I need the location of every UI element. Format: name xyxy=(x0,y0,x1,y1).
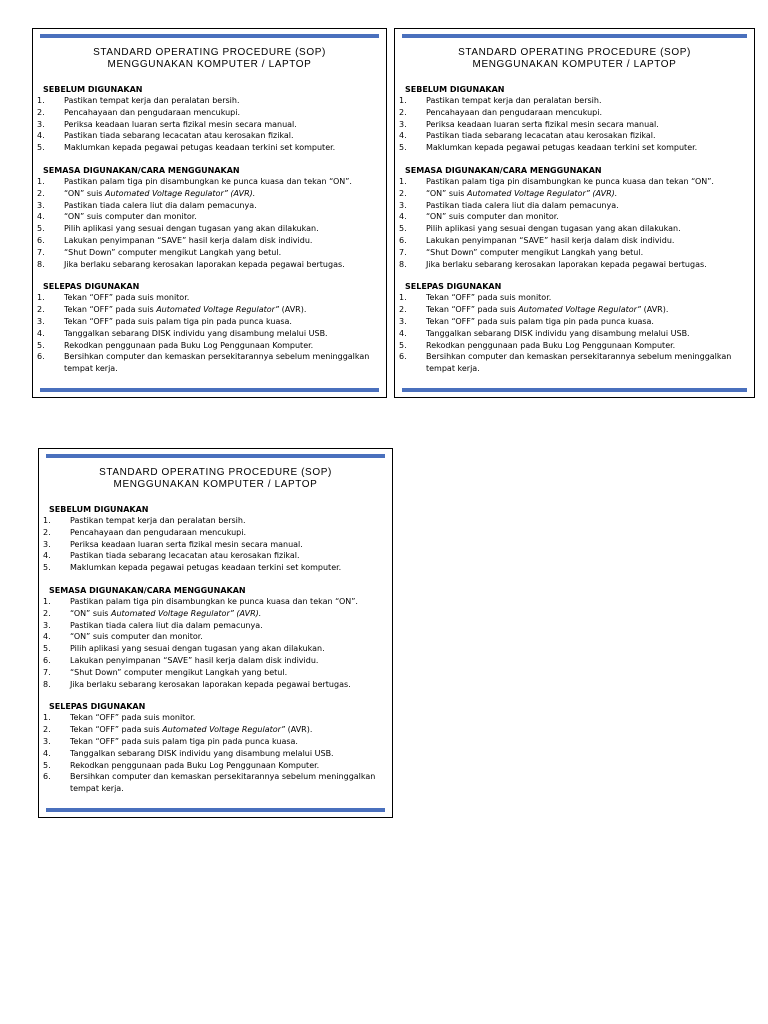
list-item xyxy=(37,188,380,200)
list-item xyxy=(37,316,380,328)
item-number: 3. xyxy=(399,119,407,129)
list-item xyxy=(43,539,386,551)
item-number: 2. xyxy=(399,107,407,117)
item-number: 4. xyxy=(37,328,45,338)
item-number: 4. xyxy=(399,212,407,222)
item-number: 6. xyxy=(43,655,51,665)
item-number: 2. xyxy=(37,305,45,315)
list-item xyxy=(43,712,386,724)
list-item xyxy=(43,748,386,760)
item-number: 5. xyxy=(399,224,407,234)
list-item xyxy=(399,119,748,131)
item-number: 5. xyxy=(399,340,407,350)
list-item xyxy=(399,223,748,235)
item-number: 2. xyxy=(43,527,51,537)
list-item xyxy=(37,95,380,107)
section-heading-semasa: SEMASA DIGUNAKAN/CARA MENGGUNAKAN xyxy=(49,585,246,595)
item-number: 6. xyxy=(399,352,407,362)
item-text: “Shut Down” computer mengikut Langkah yang betul. xyxy=(426,247,644,257)
item-number: 5. xyxy=(37,143,45,153)
item-number: 4. xyxy=(37,131,45,141)
blue-rule-bottom xyxy=(46,808,385,812)
item-text: “ON” suis Automated Voltage Regulator” (AVR). xyxy=(64,188,256,198)
item-text: Pilih aplikasi yang sesuai dengan tugasan yang akan dilakukan. xyxy=(426,224,681,234)
item-number: 5. xyxy=(43,644,51,654)
item-number: 4. xyxy=(37,212,45,222)
section-list-selepas xyxy=(399,292,748,375)
item-number: 7. xyxy=(43,667,51,677)
item-text: Tekan “OFF” pada suis Automated Voltage Regulator” (AVR). xyxy=(64,305,307,315)
list-item xyxy=(43,667,386,679)
sop-title-line2: MENGGUNAKAN KOMPUTER / LAPTOP xyxy=(472,59,677,70)
sop-title-line1: STANDARD OPERATING PROCEDURE (SOP) xyxy=(93,47,326,58)
item-number: 2. xyxy=(43,608,51,618)
item-number: 8. xyxy=(43,679,51,689)
item-text: Bersihkan computer dan kemaskan persekitarannya sebelum meninggalkan tempat kerja. xyxy=(426,352,732,374)
list-item xyxy=(43,655,386,667)
list-item xyxy=(43,736,386,748)
section-heading-sebelum: SEBELUM DIGUNAKAN xyxy=(405,85,505,94)
item-number: 5. xyxy=(37,224,45,234)
item-text: Pastikan tiada sebarang lecacatan atau kerosakan fizikal. xyxy=(64,131,294,141)
item-text: Pencahayaan dan pengudaraan mencukupi. xyxy=(426,107,603,117)
list-item xyxy=(43,771,386,795)
item-text: Pastikan tiada sebarang lecacatan atau kerosakan fizikal. xyxy=(426,131,656,141)
list-item xyxy=(37,340,380,352)
sop-title-line1: STANDARD OPERATING PROCEDURE (SOP) xyxy=(458,47,691,58)
list-item xyxy=(399,351,748,375)
section-list-sebelum xyxy=(37,95,380,154)
list-item xyxy=(37,247,380,259)
item-text: Jika berlaku sebarang kerosakan laporakan kepada pegawai bertugas. xyxy=(426,259,707,269)
item-number: 1. xyxy=(399,176,407,186)
item-text: Maklumkan kepada pegawai petugas keadaan terkini set komputer. xyxy=(70,563,342,573)
list-item xyxy=(37,130,380,142)
item-text: Lakukan penyimpanan “SAVE” hasil kerja dalam disk individu. xyxy=(70,655,319,665)
item-text: “Shut Down” computer mengikut Langkah yang betul. xyxy=(64,247,282,257)
section-list-selepas xyxy=(43,712,386,795)
item-number: 5. xyxy=(43,760,51,770)
item-text: Pastikan tiada calera liut dia dalam pemacunya. xyxy=(70,620,263,630)
list-item xyxy=(399,142,748,154)
item-number: 6. xyxy=(37,352,45,362)
list-item xyxy=(37,351,380,375)
item-text: Bersihkan computer dan kemaskan persekitarannya sebelum meninggalkan tempat kerja. xyxy=(70,772,376,794)
item-number: 2. xyxy=(399,305,407,315)
item-text: “ON” suis computer dan monitor. xyxy=(70,632,203,642)
list-item xyxy=(43,679,386,691)
item-text: Pastikan palam tiga pin disambungkan ke punca kuasa dan tekan “ON”. xyxy=(64,176,352,186)
item-number: 3. xyxy=(37,119,45,129)
item-number: 1. xyxy=(43,516,51,525)
item-number: 7. xyxy=(399,247,407,257)
item-text: Rekodkan penggunaan pada Buku Log Penggunaan Komputer. xyxy=(426,340,676,350)
sop-card-3 xyxy=(38,448,393,818)
list-item xyxy=(43,620,386,632)
list-item xyxy=(37,107,380,119)
sop-title-line2: MENGGUNAKAN KOMPUTER / LAPTOP xyxy=(113,479,318,490)
item-text: Tekan “OFF” pada suis Automated Voltage Regulator” (AVR). xyxy=(426,305,669,315)
list-item xyxy=(43,596,386,608)
list-item xyxy=(43,515,386,527)
list-item xyxy=(399,95,748,107)
item-text: Pencahayaan dan pengudaraan mencukupi. xyxy=(64,107,241,117)
list-item xyxy=(37,211,380,223)
item-text: Tekan “OFF” pada suis Automated Voltage Regulator” (AVR). xyxy=(70,725,313,735)
item-text: Tekan “OFF” pada suis palam tiga pin pada punca kuasa. xyxy=(70,736,298,746)
list-item xyxy=(399,316,748,328)
list-item xyxy=(43,643,386,655)
item-text: Jika berlaku sebarang kerosakan laporakan kepada pegawai bertugas. xyxy=(64,259,345,269)
item-number: 5. xyxy=(399,143,407,153)
item-text: Tekan “OFF” pada suis monitor. xyxy=(64,293,190,303)
sop-content xyxy=(399,84,748,386)
section-heading-selepas: SELEPAS DIGUNAKAN xyxy=(49,702,146,712)
item-text: Pilih aplikasi yang sesuai dengan tugasan yang akan dilakukan. xyxy=(64,224,319,234)
list-item xyxy=(399,200,748,212)
item-text: Pastikan tempat kerja dan peralatan bersih. xyxy=(64,96,240,105)
section-list-sebelum xyxy=(399,95,748,154)
item-number: 8. xyxy=(399,259,407,269)
item-number: 7. xyxy=(37,247,45,257)
sop-card-1 xyxy=(32,28,387,398)
item-number: 3. xyxy=(43,736,51,746)
blue-rule-top xyxy=(46,454,385,458)
item-number: 2. xyxy=(43,725,51,735)
item-number: 2. xyxy=(37,188,45,198)
section-list-semasa xyxy=(399,176,748,270)
item-text: Tekan “OFF” pada suis palam tiga pin pada punca kuasa. xyxy=(64,316,292,326)
item-text: Lakukan penyimpanan “SAVE” hasil kerja dalam disk individu. xyxy=(426,235,675,245)
section-list-sebelum xyxy=(43,515,386,574)
section-list-selepas xyxy=(37,292,380,375)
item-text: Tekan “OFF” pada suis palam tiga pin pada punca kuasa. xyxy=(426,316,654,326)
item-text: Tekan “OFF” pada suis monitor. xyxy=(426,293,552,303)
item-number: 4. xyxy=(43,551,51,561)
list-item xyxy=(399,328,748,340)
sop-card-2 xyxy=(394,28,755,398)
list-item xyxy=(37,304,380,316)
item-number: 1. xyxy=(43,713,51,723)
item-text: “ON” suis Automated Voltage Regulator” (AVR). xyxy=(426,188,618,198)
item-number: 1. xyxy=(399,293,407,303)
sop-content xyxy=(37,84,380,386)
item-number: 3. xyxy=(399,200,407,210)
item-number: 4. xyxy=(399,131,407,141)
item-number: 1. xyxy=(37,176,45,186)
item-number: 1. xyxy=(37,293,45,303)
item-number: 8. xyxy=(37,259,45,269)
list-item xyxy=(43,527,386,539)
list-item xyxy=(399,259,748,271)
sop-content xyxy=(43,504,386,806)
section-heading-semasa: SEMASA DIGUNAKAN/CARA MENGGUNAKAN xyxy=(43,165,240,175)
blue-rule-bottom xyxy=(402,388,747,392)
list-item xyxy=(399,107,748,119)
list-item xyxy=(37,292,380,304)
item-text: Periksa keadaan luaran serta fizikal mesin secara manual. xyxy=(426,119,659,129)
list-item xyxy=(37,142,380,154)
list-item xyxy=(399,176,748,188)
list-item xyxy=(43,562,386,574)
section-heading-selepas: SELEPAS DIGUNAKAN xyxy=(43,282,140,292)
item-text: Lakukan penyimpanan “SAVE” hasil kerja dalam disk individu. xyxy=(64,235,313,245)
item-number: 5. xyxy=(43,563,51,573)
item-number: 3. xyxy=(43,620,51,630)
list-item xyxy=(399,247,748,259)
sop-title-line1: STANDARD OPERATING PROCEDURE (SOP) xyxy=(99,467,332,478)
blue-rule-top xyxy=(402,34,747,38)
item-text: “ON” suis Automated Voltage Regulator” (AVR). xyxy=(70,608,262,618)
item-text: Rekodkan penggunaan pada Buku Log Penggunaan Komputer. xyxy=(64,340,314,350)
list-item xyxy=(399,340,748,352)
list-item xyxy=(37,328,380,340)
item-number: 3. xyxy=(37,316,45,326)
item-text: Tanggalkan sebarang DISK individu yang disambung melalui USB. xyxy=(426,328,690,338)
item-text: Maklumkan kepada pegawai petugas keadaan terkini set komputer. xyxy=(426,143,698,153)
item-number: 4. xyxy=(43,748,51,758)
item-text: “ON” suis computer dan monitor. xyxy=(64,212,197,222)
sop-title-line2: MENGGUNAKAN KOMPUTER / LAPTOP xyxy=(107,59,312,70)
list-item xyxy=(399,188,748,200)
list-item xyxy=(43,608,386,620)
list-item xyxy=(43,631,386,643)
item-number: 3. xyxy=(43,539,51,549)
item-text: Pastikan tempat kerja dan peralatan bersih. xyxy=(70,516,246,525)
section-heading-sebelum: SEBELUM DIGUNAKAN xyxy=(49,505,149,514)
list-item xyxy=(399,235,748,247)
item-text: Pastikan palam tiga pin disambungkan ke punca kuasa dan tekan “ON”. xyxy=(70,596,358,606)
blue-rule-top xyxy=(40,34,379,38)
item-text: Pastikan palam tiga pin disambungkan ke punca kuasa dan tekan “ON”. xyxy=(426,176,714,186)
list-item xyxy=(37,259,380,271)
item-number: 2. xyxy=(37,107,45,117)
list-item xyxy=(399,304,748,316)
section-list-semasa xyxy=(37,176,380,270)
list-item xyxy=(37,119,380,131)
item-text: Periksa keadaan luaran serta fizikal mesin secara manual. xyxy=(70,539,303,549)
item-text: Rekodkan penggunaan pada Buku Log Penggunaan Komputer. xyxy=(70,760,320,770)
item-number: 1. xyxy=(37,96,45,105)
item-number: 6. xyxy=(399,235,407,245)
item-text: Bersihkan computer dan kemaskan persekitarannya sebelum meninggalkan tempat kerja. xyxy=(64,352,370,374)
list-item xyxy=(37,176,380,188)
item-text: Pastikan tempat kerja dan peralatan bersih. xyxy=(426,96,602,105)
item-number: 2. xyxy=(399,188,407,198)
item-text: Maklumkan kepada pegawai petugas keadaan terkini set komputer. xyxy=(64,143,336,153)
item-number: 6. xyxy=(43,772,51,782)
item-text: Pencahayaan dan pengudaraan mencukupi. xyxy=(70,527,247,537)
list-item xyxy=(37,235,380,247)
item-number: 6. xyxy=(37,235,45,245)
item-text: Pilih aplikasi yang sesuai dengan tugasan yang akan dilakukan. xyxy=(70,644,325,654)
list-item xyxy=(43,760,386,772)
section-heading-sebelum: SEBELUM DIGUNAKAN xyxy=(43,85,143,94)
item-text: Periksa keadaan luaran serta fizikal mesin secara manual. xyxy=(64,119,297,129)
section-heading-semasa: SEMASA DIGUNAKAN/CARA MENGGUNAKAN xyxy=(405,165,602,175)
section-heading-selepas: SELEPAS DIGUNAKAN xyxy=(405,282,502,292)
item-text: “Shut Down” computer mengikut Langkah yang betul. xyxy=(70,667,288,677)
list-item xyxy=(43,550,386,562)
list-item xyxy=(399,211,748,223)
item-number: 3. xyxy=(399,316,407,326)
item-number: 1. xyxy=(43,596,51,606)
list-item xyxy=(37,200,380,212)
item-text: Tekan “OFF” pada suis monitor. xyxy=(70,713,196,723)
list-item xyxy=(43,724,386,736)
list-item xyxy=(37,223,380,235)
item-text: Pastikan tiada calera liut dia dalam pemacunya. xyxy=(426,200,619,210)
item-number: 4. xyxy=(399,328,407,338)
blue-rule-bottom xyxy=(40,388,379,392)
item-text: Jika berlaku sebarang kerosakan laporakan kepada pegawai bertugas. xyxy=(70,679,351,689)
item-number: 4. xyxy=(43,632,51,642)
list-item xyxy=(399,130,748,142)
item-text: Pastikan tiada sebarang lecacatan atau kerosakan fizikal. xyxy=(70,551,300,561)
item-number: 1. xyxy=(399,96,407,105)
section-list-semasa xyxy=(43,596,386,690)
item-text: Pastikan tiada calera liut dia dalam pemacunya. xyxy=(64,200,257,210)
item-text: Tanggalkan sebarang DISK individu yang disambung melalui USB. xyxy=(70,748,334,758)
list-item xyxy=(399,292,748,304)
item-number: 5. xyxy=(37,340,45,350)
item-number: 3. xyxy=(37,200,45,210)
item-text: “ON” suis computer dan monitor. xyxy=(426,212,559,222)
item-text: Tanggalkan sebarang DISK individu yang disambung melalui USB. xyxy=(64,328,328,338)
